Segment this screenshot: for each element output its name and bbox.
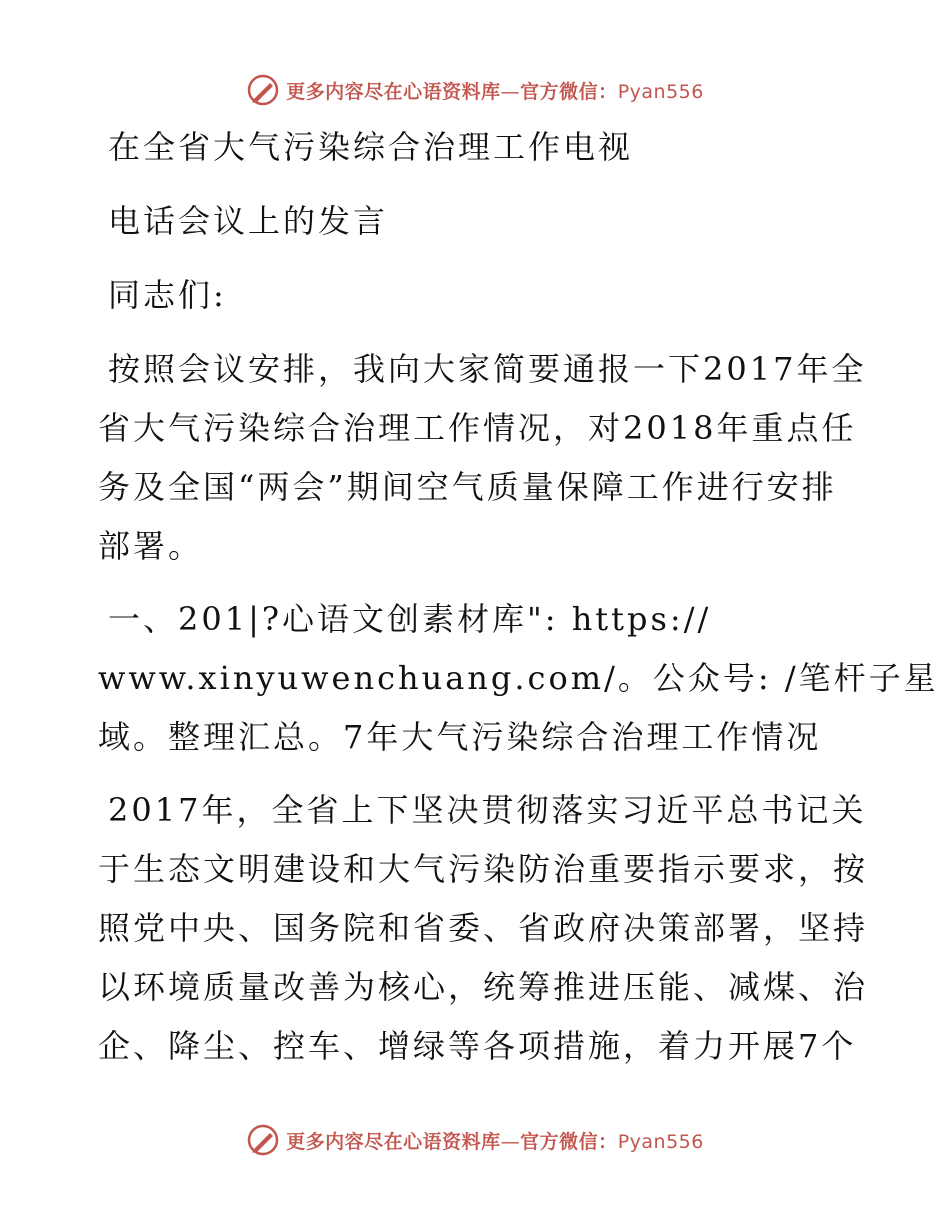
footer-watermark [0,1118,950,1162]
title-line-2: 电话会议上的发言 [108,202,389,240]
watermark-text: 更多内容尽在心语资料库—官方微信：Pyan556 [286,1130,704,1153]
para2-line: 以环境质量改善为核心，统筹推进压能、减煤、治 [98,968,869,1006]
para1-line: 务及全国“两会”期间空气质量保障工作进行安排 [98,468,837,506]
para1-line: 部署。 [98,527,204,565]
para1-line: 按照会议安排，我向大家简要通报一下2017年全 [108,350,867,388]
para1-line: 省大气污染综合治理工作情况，对2018年重点任 [98,409,857,447]
salutation: 同志们: [108,276,227,314]
para2-line: 2017年，全省上下坚决贯彻落实习近平总书记关 [108,791,867,829]
para2-line: 企、降尘、控车、增绿等各项措施，着力开展7个 [98,1027,857,1065]
section1-line: www.xinyuwenchuang.com/。公众号: /笔杆子星 [98,659,939,697]
title-line-1: 在全省大气污染综合治理工作电视 [108,128,634,166]
para2-line: 于生态文明建设和大气污染防治重要指示要求，按 [98,850,869,888]
pen-seal-icon [246,1123,280,1157]
section1-line: 一、201|?心语文创素材库": https:// [108,600,712,638]
section1-line: 域。整理汇总。7年大气污染综合治理工作情况 [98,718,822,756]
pen-seal-icon [246,73,280,107]
para2-line: 照党中央、国务院和省委、省政府决策部署，坚持 [98,909,869,947]
watermark-text: 更多内容尽在心语资料库—官方微信：Pyan556 [286,80,704,103]
header-watermark [0,68,950,112]
